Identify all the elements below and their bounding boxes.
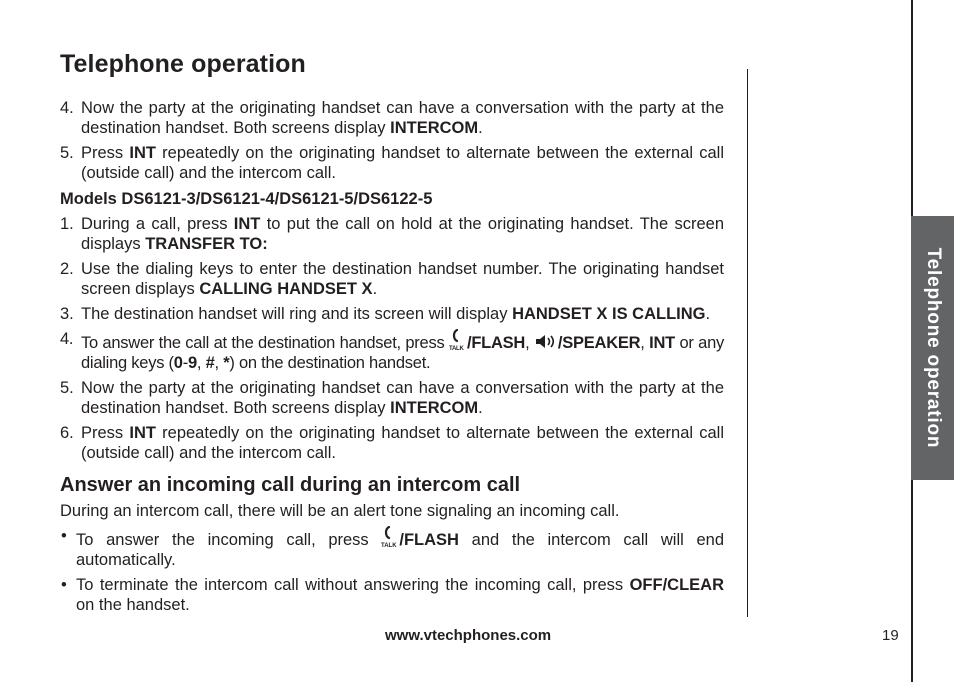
models-heading: Models DS6121-3/DS6121-4/DS6121-5/DS6122-5 [60, 190, 433, 208]
answer-heading: Answer an incoming call during an intercom call [60, 474, 521, 496]
item-text: Press [81, 144, 130, 162]
bullet-text: To answer the incoming call, press [76, 531, 382, 549]
item-text: During a call, press [81, 215, 234, 233]
side-tab-label: Telephone operation [923, 247, 944, 449]
item-bold: 0 [173, 354, 183, 372]
list-item [60, 143, 724, 183]
bullet-bold: OFF/CLEAR [629, 576, 724, 594]
item-text: Use the dialing keys to enter the destination handset number. The originating handset screen displays [81, 260, 724, 298]
list-item [60, 329, 724, 373]
item-text: - [182, 354, 188, 372]
side-section-tab [911, 216, 954, 480]
bullet-text: To terminate the intercom call without answering the incoming call, press [76, 576, 630, 594]
item-text: repeatedly on the originating handset to alternate between the external call (outside call) and the intercom call. [81, 144, 725, 182]
item-bold: HANDSET X IS CALLING [512, 305, 706, 323]
item-number: 4. [60, 330, 74, 348]
item-text: ) on the destination handset. [229, 354, 431, 372]
bullet-bold: /FLASH [399, 531, 459, 549]
talk-label: TALK [448, 346, 464, 351]
list-item [60, 378, 724, 418]
list-item [60, 214, 724, 254]
speaker-icon [534, 333, 558, 350]
list-item [60, 259, 724, 299]
item-bold: INTERCOM [390, 119, 479, 137]
bullet-item [60, 575, 724, 615]
talk-label: TALK [381, 543, 397, 548]
answer-intro: During an intercom call, there will be an alert tone signaling an incoming call. [60, 502, 620, 520]
item-number: 4. [60, 99, 74, 117]
item-bold: INT [129, 144, 156, 162]
talk-handset-icon [381, 526, 399, 548]
item-bold: INT [129, 424, 156, 442]
page-title: Telephone operation [60, 50, 306, 78]
item-bold: INTERCOM [390, 399, 479, 417]
item-text: , [525, 334, 534, 352]
item-text: Now the party at the originating handset can have a conversation with the party at the destination handset. Both screens display [81, 379, 724, 417]
item-bold: /FLASH [466, 334, 526, 352]
item-text: , [214, 354, 224, 372]
list-item [60, 423, 724, 463]
talk-handset-icon [449, 329, 467, 351]
item-text: or any dialing keys ( [81, 334, 724, 372]
item-text: . [478, 399, 483, 417]
item-bold: /SPEAKER [557, 334, 641, 352]
item-bold: CALLING HANDSET X [199, 280, 373, 298]
bullet-text: and the intercom call will end automatically. [76, 531, 724, 569]
item-text: . [705, 305, 711, 323]
bullet-item [60, 526, 724, 570]
main-content [60, 98, 724, 620]
list-item [60, 98, 724, 138]
item-text: Now the party at the originating handset can have a conversation with the party at the destination handset. Both screens display [81, 99, 724, 137]
item-bold: INT [649, 334, 675, 352]
item-number: 3. [60, 305, 74, 323]
item-text: , [196, 354, 206, 372]
item-bold: TRANSFER TO: [145, 235, 268, 253]
item-text: to put the call on hold at the originating handset. The screen displays [81, 215, 725, 253]
bullet-text: on the handset. [76, 596, 190, 614]
item-bold: # [205, 354, 215, 372]
item-bold: INT [233, 215, 261, 233]
footer-url: www.vtechphones.com [385, 627, 552, 644]
item-number: 6. [60, 424, 74, 442]
bullet-dot: • [61, 527, 67, 545]
item-text: . [372, 280, 378, 298]
item-number: 5. [60, 144, 74, 162]
item-text: To answer the call at the destination handset, press [81, 334, 449, 352]
item-number: 5. [60, 379, 74, 397]
item-text: repeatedly on the originating handset to alternate between the external call (outside call) and the intercom call. [81, 424, 725, 462]
bullet-dot: • [61, 576, 67, 594]
item-number: 1. [60, 215, 74, 233]
column-divider [747, 69, 748, 617]
item-text: , [640, 334, 650, 352]
item-bold: 9 [187, 354, 197, 372]
item-text: Press [81, 424, 130, 442]
item-bold: * [223, 354, 230, 372]
page-number: 19 [882, 627, 899, 644]
item-text: . [478, 119, 483, 137]
list-item [60, 304, 724, 324]
item-text: The destination handset will ring and its screen will display [81, 305, 513, 323]
item-number: 2. [60, 260, 74, 278]
